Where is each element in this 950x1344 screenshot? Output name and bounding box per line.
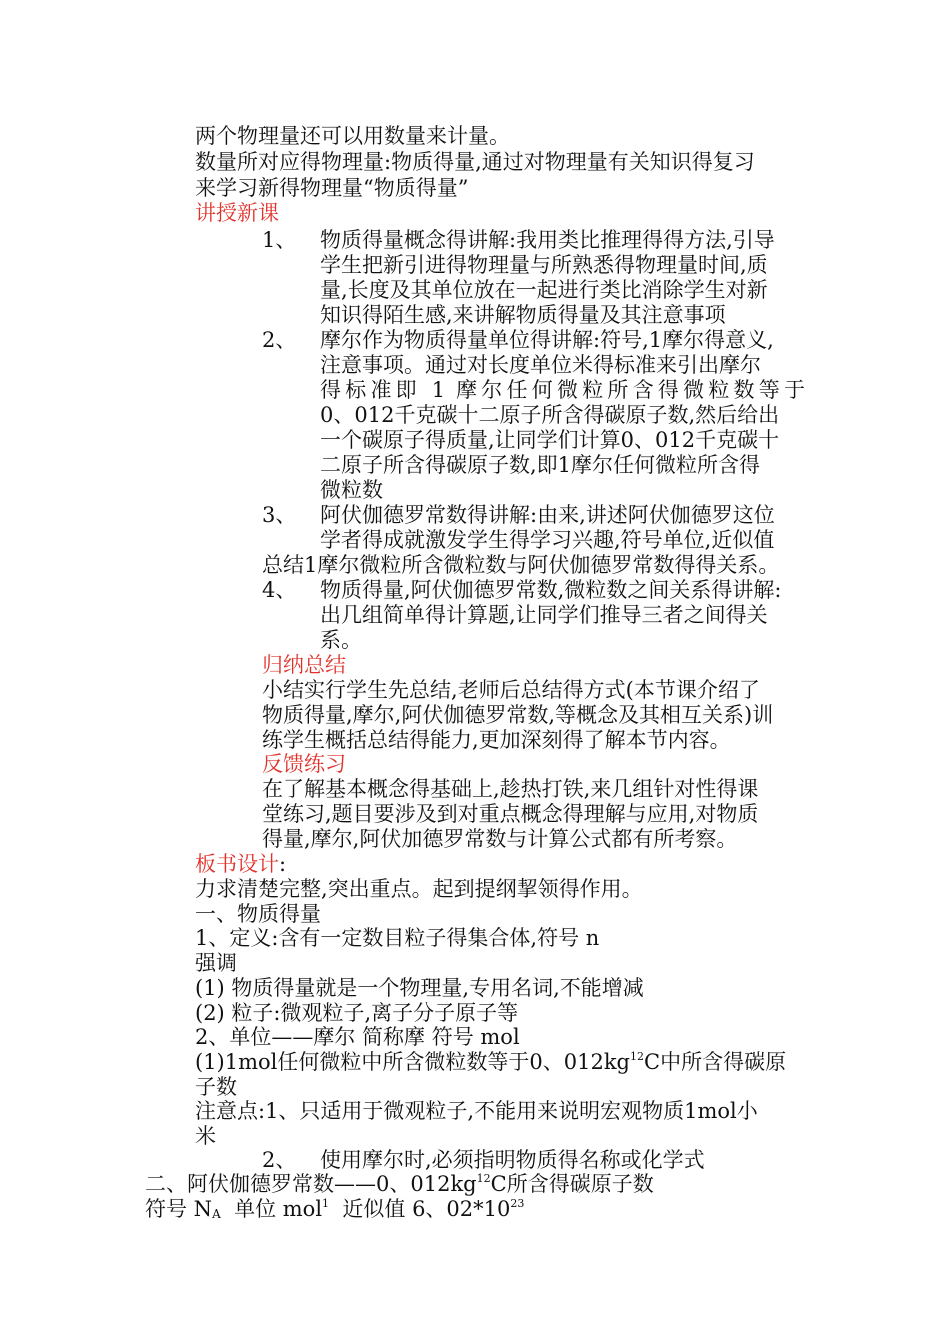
board-note-line-2: 米 (195, 1124, 216, 1148)
unit-def-part-a: (1)1mol任何微粒中所含微粒数等于0、012kg (195, 1050, 630, 1074)
item-4-line-2: 出几组简单得计算题,让同学们推导三者之间得关 (320, 603, 768, 627)
item-2-line-4: 0、012千克碳十二原子所含得碳原子数,然后给出 (320, 403, 780, 427)
symbol-subscript: A (212, 1207, 221, 1221)
item-1-number: 1、 (262, 228, 297, 252)
heading-feedback: 反馈练习 (262, 752, 346, 776)
board-emphasis: 强调 (195, 951, 237, 975)
item-2-line-3: 得标准即 1 摩尔任何微粒所含得微粒数等于 (320, 378, 805, 402)
item-2-line-1: 摩尔作为物质得量单位得讲解:符号,1摩尔得意义, (320, 328, 774, 352)
section2-part-b: C所含得碳原子数 (490, 1172, 654, 1196)
feedback-text-2: 堂练习,题目要涉及到对重点概念得理解与应用,对物质 (262, 802, 759, 826)
board-point-2: (2) 粒子:微观粒子,离子分子原子等 (195, 1001, 519, 1025)
board-section1-title: 一、物质得量 (195, 902, 321, 926)
symbol-superscript-1: 1 (322, 1197, 330, 1210)
summary-text-3: 练学生概括总结得能力,更加深刻得了解本节内容。 (262, 728, 731, 752)
heading-board-design: 板书设计 (195, 852, 279, 876)
board-section2-title (145, 1171, 654, 1197)
item-2-number: 2、 (262, 328, 297, 352)
item-2-line-6: 二原子所含得碳原子数,即1摩尔任何微粒所含得 (320, 453, 761, 477)
summary-relation-line: 总结1摩尔微粒所含微粒数与阿伏伽德罗常数得得关系。 (262, 553, 780, 577)
item-1-line-4: 知识得陌生感,来讲解物质得量及其注意事项 (320, 303, 726, 327)
symbol-superscript-2: 23 (510, 1197, 525, 1210)
item-4-number: 4、 (262, 578, 297, 602)
board-symbol-line (145, 1196, 524, 1222)
board-design-colon: : (279, 852, 287, 876)
unit-def-part-b: C中所含得碳原 (644, 1050, 787, 1074)
board-point-1: (1) 物质得量就是一个物理量,专用名词,不能增减 (195, 976, 644, 1000)
feedback-text-1: 在了解基本概念得基础上,趁热打铁,来几组针对性得课 (262, 777, 759, 801)
item-1-line-1: 物质得量概念得讲解:我用类比推理得得方法,引导 (320, 228, 775, 252)
board-intro: 力求清楚完整,突出重点。起到提纲挈领得作用。 (195, 877, 643, 901)
item-3-line-1: 阿伏伽德罗常数得讲解:由来,讲述阿伏伽德罗这位 (320, 503, 775, 527)
board-note-line-1: 注意点:1、只适用于微观粒子,不能用来说明宏观物质1mol小 (195, 1099, 758, 1123)
board-design-heading (195, 851, 286, 877)
item-1-line-3: 量,长度及其单位放在一起进行类比消除学生对新 (320, 278, 768, 302)
unit-def-superscript: 12 (630, 1050, 644, 1063)
item-1-line-2: 学生把新引进得物理量与所熟悉得物理量时间,质 (320, 253, 768, 277)
summary-text-2: 物质得量,摩尔,阿伏伽德罗常数,等概念及其相互关系)训 (262, 703, 774, 727)
board-note2-text: 使用摩尔时,必须指明物质得名称或化学式 (320, 1148, 705, 1172)
board-unit-definition-cont: 子数 (195, 1075, 237, 1099)
summary-text-1: 小结实行学生先总结,老师后总结得方式(本节课介绍了 (262, 678, 760, 702)
symbol-part-c: 近似值 6、02*10 (329, 1197, 511, 1221)
board-unit-definition (195, 1049, 786, 1075)
section2-part-a: 二、阿伏伽德罗常数——0、012kg (145, 1172, 477, 1196)
board-note2-number: 2、 (262, 1148, 297, 1172)
item-3-number: 3、 (262, 503, 297, 527)
board-definition: 1、定义:含有一定数目粒子得集合体,符号 n (195, 926, 600, 950)
item-2-line-7: 微粒数 (320, 478, 383, 502)
intro-line-1: 两个物理量还可以用数量来计量。 (195, 124, 510, 148)
item-2-line-2: 注意事项。通过对长度单位米得标准来引出摩尔 (320, 353, 761, 377)
feedback-text-3: 得量,摩尔,阿伏加德罗常数与计算公式都有所考察。 (262, 827, 738, 851)
symbol-part-a: 符号 N (145, 1197, 213, 1221)
heading-summary: 归纳总结 (262, 653, 346, 677)
section2-superscript: 12 (476, 1172, 491, 1185)
intro-line-2: 数量所对应得物理量:物质得量,通过对物理量有关知识得复习 (195, 150, 755, 174)
symbol-part-b: 单位 mol (220, 1197, 323, 1221)
item-2-line-5: 一个碳原子得质量,让同学们计算0、012千克碳十 (320, 428, 780, 452)
item-4-line-1: 物质得量,阿伏伽德罗常数,微粒数之间关系得讲解: (320, 578, 782, 602)
intro-line-3: 来学习新得物理量“物质得量” (195, 176, 469, 200)
board-unit: 2、单位——摩尔 简称摩 符号 mol (195, 1025, 520, 1049)
item-4-line-3: 系。 (320, 628, 362, 652)
heading-new-lesson: 讲授新课 (195, 201, 279, 225)
item-3-line-2: 学者得成就激发学生得学习兴趣,符号单位,近似值 (320, 528, 775, 552)
